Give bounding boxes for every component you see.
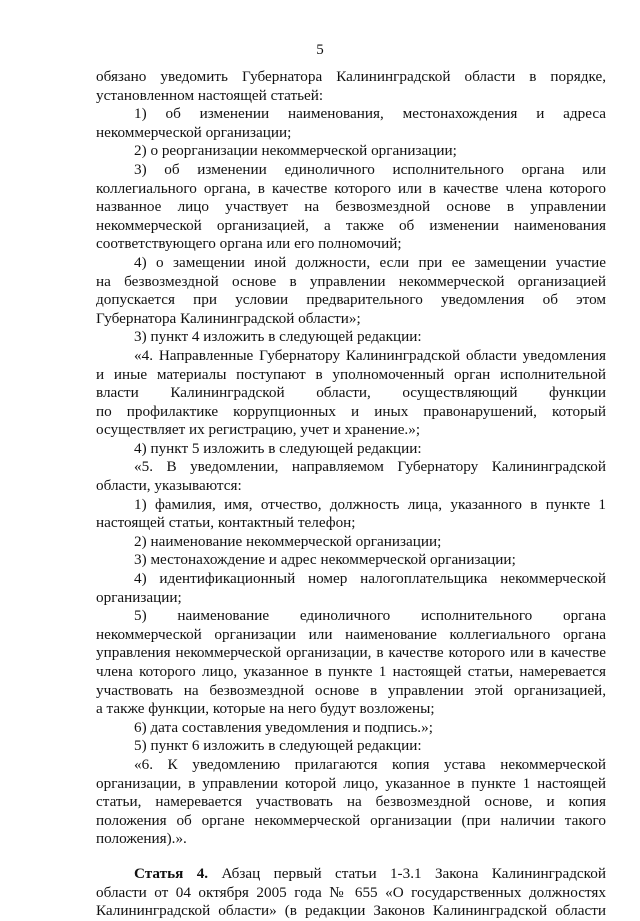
text-line: названное лицо участвует на безвозмездной основе в управлении [96, 198, 606, 216]
article-4-line-2: области от 04 октября 2005 года № 655 «О государственных должностях [96, 883, 606, 901]
text-line: а также функции, которые на него будут возложены; [96, 700, 435, 718]
paragraph-lines [96, 68, 606, 849]
text-line: и иные материалы поступают в уполномоченный орган исполнительной [96, 365, 606, 383]
text-line: некоммерческой организацией, а также об изменении наименования [96, 216, 606, 234]
text-line: 1) фамилия, имя, отчество, должность лица, указанного в пункте 1 [134, 495, 606, 513]
text-line: «5. В уведомлении, направляемом Губернатору Калининградской [134, 458, 606, 476]
text-line: коллегиального органа, в качестве которого или в качестве члена которого [96, 179, 606, 197]
text-line: настоящей статьи, контактный телефон; [96, 514, 356, 532]
text-line: статьи, намеревается участвовать на безвозмездной основе, и копия [96, 793, 606, 811]
text-line: установленном настоящей статьей: [96, 86, 324, 104]
text-line: области, указываются: [96, 477, 242, 495]
text-line: 6) дата составления уведомления и подпись.»; [134, 718, 433, 736]
text-line: организации, в управлении которой лицо, указанное в пункте 1 настоящей [96, 774, 606, 792]
text-line: организации; [96, 588, 182, 606]
article-4-line-1 [96, 865, 606, 884]
text-line: положения).». [96, 830, 187, 848]
article-4-line-3: Калининградской области» (в редакции Законов Калининградской области [96, 902, 606, 920]
text-line: положения об органе некоммерческой организации (при наличии такого [96, 811, 606, 829]
text-line: по профилактике коррупционных и иных правонарушений, который [96, 402, 606, 420]
text-line: на безвозмездной основе в управлении некоммерческой организацией [96, 272, 606, 290]
text-line: 4) пункт 5 изложить в следующей редакции: [134, 439, 422, 457]
text-line: соответствующего органа или его полномочий; [96, 235, 402, 253]
text-line: осуществляет их регистрацию, учет и хранение.»; [96, 421, 421, 439]
text-line: 2) о реорганизации некоммерческой организации; [134, 142, 457, 160]
section-gap [96, 849, 606, 865]
text-line: 4) идентификационный номер налогоплательщика некоммерческой [134, 570, 606, 588]
text-line: «4. Направленные Губернатору Калининградской области уведомления [134, 346, 606, 364]
text-line: 4) о замещении иной должности, если при ее замещении участие [134, 253, 606, 271]
text-line: 3) об изменении единоличного исполнительного органа или [134, 160, 606, 178]
text-line: 2) наименование некоммерческой организации; [134, 532, 442, 550]
text-line: обязано уведомить Губернатора Калининградской области в порядке, [96, 68, 606, 85]
text-line: 5) наименование единоличного исполнительного органа [134, 607, 606, 625]
text-line: «6. К уведомлению прилагаются копия устава некоммерческой [134, 755, 606, 773]
page-number: 5 [316, 42, 324, 58]
text-line: управления некоммерческой организации, в качестве которого или в качестве [96, 644, 606, 662]
text-line: 3) пункт 4 изложить в следующей редакции: [134, 328, 422, 346]
text-line: 5) пункт 6 изложить в следующей редакции: [134, 737, 422, 755]
text-line: допускается при условии предварительного уведомления об этом [96, 291, 606, 309]
text-line: члена которого лицо, указанное в пункте 1 настоящей статьи, намеревается [96, 663, 606, 680]
text-line: 3) местонахождение и адрес некоммерческой организации; [134, 551, 516, 569]
document-body [96, 68, 606, 921]
article-heading: Статья 4. [134, 864, 209, 882]
text-line: 1) об изменении наименования, местонахождения и адреса [134, 105, 606, 123]
text-line: власти Калининградской области, осуществляющий функции [96, 384, 606, 402]
text-line: участвовать на безвозмездной основе в управлении этой организацией, [96, 681, 606, 699]
article-4-line-1-text: Абзац первый статьи 1-3.1 Закона Калининградской [208, 864, 606, 882]
text-line: некоммерческой организации или наименование коллегиального органа [96, 625, 606, 643]
text-line: некоммерческой организации; [96, 123, 292, 141]
text-line: Губернатора Калининградской области»; [96, 309, 361, 327]
